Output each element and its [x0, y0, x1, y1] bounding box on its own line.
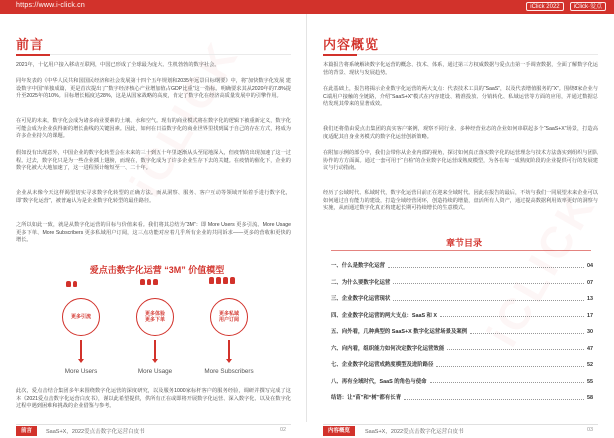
toc-title: 章节目录 — [445, 238, 482, 248]
model-circle-traffic: 更多引流 — [62, 298, 100, 336]
foreword-para-5: 企业从未像今天这样渴望切实寻求数字化转型的正确方法。而从洞察、服务、客户互动等领域开始着手进行数字化，即“数字化运营”，被普遍认为是企业数字化转型的最佳路径。 — [16, 190, 291, 204]
users-icon-small — [66, 281, 77, 288]
toc-item-page: 13 — [587, 296, 593, 302]
footer-rule — [16, 424, 291, 425]
overview-para-3: 我们还将借由爱点击集团的真实客户案例，观察不同行业、多种经营业态的企业如何串联起多个“SaaS+X”场景，打造高度适配其自身业务模式的数字化运营创新策略。 — [323, 126, 598, 140]
footer-section-tag: 前言 — [16, 426, 37, 436]
toc-item[interactable] — [331, 277, 593, 286]
label-more-subscribers: More Subscribers — [204, 368, 254, 375]
toc-item[interactable] — [331, 293, 593, 302]
foreword-para-6: 之所以如此一致，就是从数字化运营的目标与价值来看。我们将其总结为“3M”：即 More Users 更多引流、More Usage 更多下单、More Subscribers 更多私域用户订阅，这三点功能对应着几乎所有企业的共同诉求——更多的营收和更快的增长。 — [16, 222, 291, 244]
model-circle-usage: 更多体验 更多下单 — [136, 298, 174, 336]
label-more-usage: More Usage — [137, 368, 173, 375]
label-more-users: More Users — [64, 368, 98, 375]
foreword-title: 前言 — [16, 37, 45, 52]
toc-item[interactable] — [331, 359, 593, 368]
toc-item-page: 58 — [587, 395, 593, 401]
toc-item-title: 七、企业数字化运营成熟度模型及进阶路径 — [331, 362, 434, 368]
toc-item-title: 结语：让“苗”和“树”都有长青 — [331, 395, 402, 401]
toc-item-page: 30 — [587, 329, 593, 335]
overview-para-4: 在附加示例的部分中，我们会带你从企业内部的视角，探讨如何真正落实数字化的运营理念与技术方法落实到组织与团队协作的方方面面。通过一套可用于“自检”的企业数字化运营成熟度模型，为各在每一成熟度阶段的企业提供可行的发展建议与行动指南。 — [323, 150, 598, 172]
model-title: 爱点击数字化运营 “3M” 价值模型 — [89, 265, 225, 275]
website-url[interactable]: https://www.i-click.cn — [16, 2, 85, 9]
toc-item[interactable] — [331, 392, 593, 401]
overview-title-rule — [323, 54, 598, 55]
footer-section-tag: 内容概览 — [323, 426, 355, 436]
toc-item[interactable] — [331, 260, 593, 269]
overview-para-1: 本篇报告将系统解读数字化运营的概念、技术、体系，通过第三方权威数据与爱点击第一手调查数据，全面了解数字化运营的背景、现状与发展趋势。 — [323, 62, 598, 76]
page-number: 03 — [587, 427, 594, 433]
page-foreword — [0, 14, 307, 424]
footer-left — [0, 424, 307, 438]
toc-leader-dots — [404, 399, 584, 400]
toc-leader-dots — [393, 300, 584, 301]
foreword-para-1: 2021年，十亿用户接入移动互联网，中国已形成了全球最为庞大、生机勃勃的数字社会。 — [16, 62, 220, 68]
footer-rule — [323, 424, 598, 425]
toc-item-title: 三、企业数字化运营现状 — [331, 296, 391, 302]
header-logos — [526, 2, 606, 11]
overview-para-5: 经历了公域时代、私域时代，数字化运营目前正在迎来全域时代。因此在报告的最后，不妨与我们一同展望未来企业可以如何通过自有能力的建设，打造全域经营闭环，创造持续的增量，盘活所有人资产，通过提高数据利用效率更好的洞察与实施，从而通过数字化真正构建起长期可持续增长的生意模式。 — [323, 190, 598, 212]
users-icon-medium — [140, 279, 158, 286]
toc-title-rule — [331, 250, 591, 251]
toc-item-page: 55 — [587, 378, 593, 385]
model-circle-subscribers: 更多私域 用户订阅 — [210, 298, 248, 336]
footer-right — [307, 424, 614, 438]
toc-item[interactable] — [331, 310, 593, 319]
footer-book-title: SaaS+X，2022爱点击数字化运营白皮书 — [46, 429, 145, 435]
toc-leader-dots — [393, 283, 584, 284]
brand-logo-iclick: iClick·爱点 — [570, 2, 606, 11]
toc-item-title: 六、向内看，组织能力如何决定数字化运营效能 — [331, 345, 445, 352]
page-overview — [307, 14, 614, 424]
toc-item[interactable] — [331, 326, 593, 335]
toc-item[interactable] — [331, 343, 593, 352]
arrow-down-icon — [154, 340, 156, 360]
toc-item-title: 五、向外看，几种典型的 SaaS+X 数字化运营场景及案例 — [331, 329, 468, 335]
users-icon-large — [209, 277, 235, 284]
foreword-para-4: 假如没有出现意外，中国企业的数字化转型会在未来的三十到五十年里逐渐从头至尾地深入，但疫情的出现加速了这一过程。过去，数字化只是为一些企业插上翅膀，而现在，数字化成为了许多企业生存下去的关键。在疫情的催化下，企业的数字化被大大地加速了，这一进程预计缩短至一、二十年。 — [16, 150, 291, 172]
top-bar — [0, 0, 614, 14]
overview-title: 内容概览 — [323, 37, 380, 52]
toc-item[interactable] — [331, 376, 593, 385]
arrow-down-icon — [228, 340, 230, 360]
toc-item-title: 四、企业数字化运营的两大支点：SaaS 和 X — [331, 312, 438, 319]
toc-item-page: 04 — [587, 263, 593, 269]
foreword-title-rule — [16, 54, 291, 55]
toc-item-page: 47 — [587, 345, 593, 352]
toc-leader-dots — [440, 316, 584, 317]
brand-logo-2022: iClick 2022 — [526, 2, 563, 11]
toc-item-title: 一、什么是数字化运营 — [331, 263, 385, 269]
overview-para-2: 在此基础上，报告将揭示企业数字化运营的两大支点：代表技术工具的“SaaS”，以及代表增值服务的“X”。围绕8家企业与C端用户接触的全链路，介绍“SaaS+X”模式在内容建设、精准投放、分销转化、私域运营等方面的应用，并通过数据总结发现其带来的显著成效。 — [323, 86, 598, 108]
foreword-para-3: 在可见的未来，数字化会成为诸多商业要素的土壤、水和空气。现有的商业模式将在数字化的逻辑下被重新定义，数字化可能会成为企业获得新的增长曲线的关键因素。因此，如何在日益数字化的商业世界里找到属于自己的存在方式，将成为许多企业持久的课题。 — [16, 118, 291, 140]
toc-item-title: 八、再有全域时代，SaaS 的角色与使命 — [331, 378, 427, 385]
toc-leader-dots — [430, 382, 584, 383]
toc-item-title: 二、为什么要数字化运营 — [331, 279, 391, 286]
toc-item-page: 17 — [587, 312, 593, 319]
toc-leader-dots — [436, 366, 584, 367]
arrow-down-icon — [80, 340, 82, 360]
footer-book-title: SaaS+X，2022爱点击数字化运营白皮书 — [365, 429, 464, 435]
toc-leader-dots — [388, 267, 584, 268]
toc-leader-dots — [447, 349, 584, 350]
foreword-para-2: 同年发表的《中华人民共和国国民经济和社会发展第十四个五年规划和2035年远景目标纲要》中，将“加快数字化发展 建设数字中国”单独成篇，更是首次提出了“数字经济核心产业增加值占GDP比重”这一指标。明确要求其从2020年的7.8%提升至2025年的10%。目标增长幅度达28%，这是从国家战略的高度，肯定了数字化在经济高质量发展中的引擎作用。 — [16, 78, 291, 100]
toc-leader-dots — [470, 333, 584, 334]
page-number: 02 — [280, 427, 287, 433]
toc-item-page: 52 — [587, 362, 593, 368]
foreword-closing: 此次，爱点击结合集团多年来围绕数字化运营的深度研究，以及服务1000家标杆客户的服务经验，调研并撰写完成了这本《2021爱点击数字化运营白皮书》，谨以此希望提供，供所有正在或即将开展数字化运营、深入数字化、以及在数字化过程中遇到困难和挑战的企业借鉴与参考。 — [16, 388, 291, 410]
toc-item-page: 07 — [587, 279, 593, 286]
